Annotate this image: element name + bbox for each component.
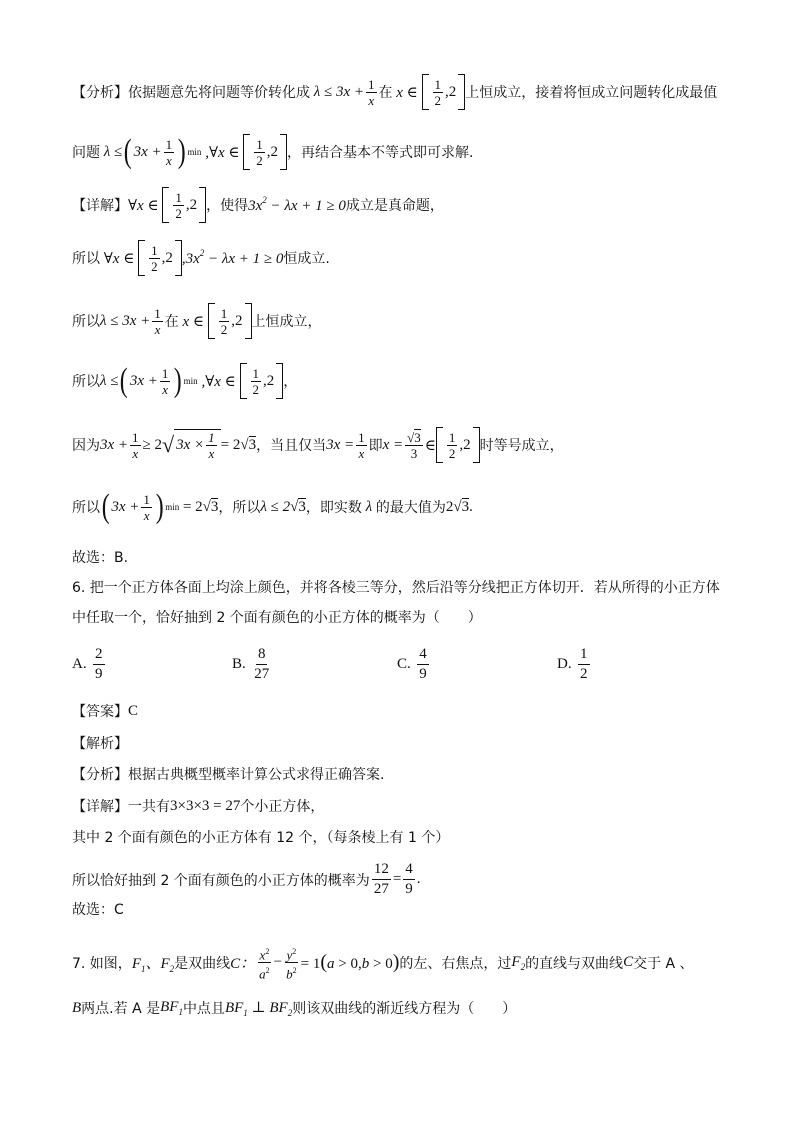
- option-b: B. $\frac{8}{27}$: [232, 646, 270, 682]
- answer-line-q6-final: 故选：C: [72, 902, 124, 918]
- detail-line-5: 因为 3x + $\frac{1}{x}$ ≥ 2 √ 3x × $\frac{1}{x}$ = 2√3 ，当且仅当 3x = $\frac{1}{x}$ 即 x = $\frac{√3}{3}$ ∈ $\frac{1}{2}$ ,2 时等号成立，: [72, 427, 754, 463]
- question-7-stem-1: 7. 如图， $F_1$、$F_2$ 是双曲线 C： $\frac{x^2}{a^2}$ − $\frac{y^2}{b^2}$ = 1(a > 0,b > 0) 的左、右焦点，过 $F_2$ 的直线与双曲线 C 交于 A 、: [72, 944, 754, 982]
- q6-detail-line-3: 所以恰好抽到 2 个面有颜色的小正方体的概率为 $\frac{12}{27}$ = $\frac{4}{9}$ .: [72, 861, 421, 897]
- detail-line-6: 所以 ( 3x + $\frac{1}{x}$ ) min = 2√3 ，所以 λ ≤ 2√3 ，即实数 λ 的最大值为 2√3.: [72, 488, 473, 525]
- q6-detail-line-1: 【详解】 一共有 3×3×3 = 27 个小正方体，: [72, 797, 325, 815]
- detail-line-2: 所以 ∀x ∈ $\frac{1}{2}$ ,2 $,3x^2 - \lambda x + 1 \ge 0$ 恒成立.: [72, 240, 754, 276]
- q6-detail-line-2: 其中 2 个面有颜色的小正方体有 12 个，（每条棱上有 1 个）: [72, 830, 450, 846]
- detail-line-1: 【详解】 ∀x ∈ $\frac{1}{2}$ ,2 ，使得 $3x^2 - \lambda x + 1 \ge 0$ 成立是真命题，: [72, 187, 754, 223]
- option-d: D. $\frac{1}{2}$: [557, 646, 588, 682]
- answer-line-q5: 故选：B.: [72, 550, 129, 566]
- question-6-stem-2: 中任取一个，恰好抽到 2 个面有颜色的小正方体的概率为（ ）: [72, 610, 482, 626]
- analysis-line-1: 【分析】 依据题意先将问题等价转化成 λ ≤ 3x + $\frac{1}{x}$ 在 x ∈ $\frac{1}{2}$ ,2 上恒成立，接着将恒成立问题转化成最值: [72, 74, 754, 110]
- answer-line-q6: 【答案】 C: [72, 702, 139, 720]
- option-a: A. $\frac{2}{9}$: [72, 646, 103, 682]
- analysis-line-2: 问题 λ ≤ ( 3x + $\frac{1}{x}$ ) min ,∀x ∈ $\frac{1}{2}$ ,2 ，再结合基本不等式即可求解.: [72, 133, 474, 170]
- question-6-stem-1: 6. 把一个正方体各面上均涂上颜色，并将各棱三等分，然后沿等分线把正方体切开．若从所得的小正方体: [72, 580, 720, 596]
- option-c: C. $\frac{4}{9}$: [397, 646, 427, 682]
- analysis-tag: 【分析】: [72, 85, 128, 101]
- explanation-tag-line: 【解析】: [72, 736, 128, 752]
- detail-line-4: 所以 λ ≤ ( 3x + $\frac{1}{x}$ ) min ,∀x ∈ $\frac{1}{2}$ ,2 ，: [72, 362, 298, 399]
- detail-line-3: 所以 λ ≤ 3x + $\frac{1}{x}$ 在 x ∈ $\frac{1}{2}$ ,2 上恒成立，: [72, 303, 754, 339]
- detail-tag: 【详解】: [72, 198, 128, 214]
- math-inequality: λ ≤ 3x +: [310, 83, 365, 100]
- question-7-stem-2: B 两点.若 A 是 $BF_1$ 中点且 $BF_1$ ⊥ $BF_2$ 则该双曲线的渐近线方程为（ ）: [72, 999, 517, 1018]
- q6-analysis-line: 【分析】 根据古典概型概率计算公式求得正确答案.: [72, 767, 385, 783]
- fraction: $\frac{1}{x}$: [368, 76, 375, 108]
